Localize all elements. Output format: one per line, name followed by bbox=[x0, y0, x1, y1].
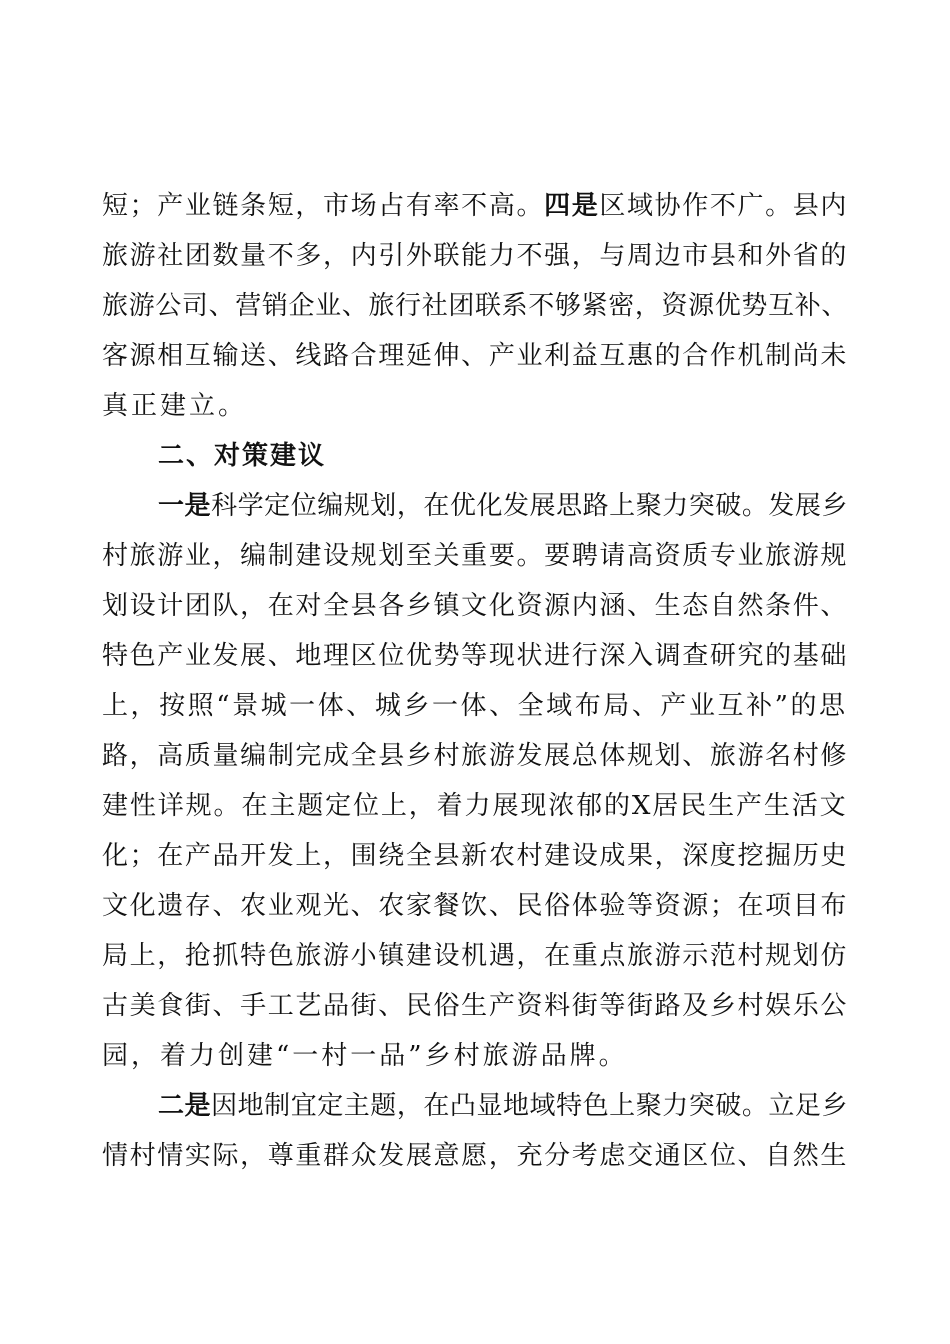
paragraph-line: 特色产业发展、地理区位优势等现状进行深入调查研究的基础 bbox=[102, 641, 849, 671]
paragraph-line bbox=[158, 1086, 848, 1126]
bold-lead: 四是 bbox=[544, 191, 600, 221]
text-run: 因地制宜定主题，在凸显地域特色上聚力突破。立足乡 bbox=[211, 1091, 849, 1121]
text-run: 科学定位编规划，在优化发展思路上聚力突破。发展乡 bbox=[211, 491, 849, 521]
text-run: 区域协作不广。县内 bbox=[599, 191, 849, 221]
paragraph-line: 情村情实际，尊重群众发展意愿，充分考虑交通区位、自然生 bbox=[102, 1141, 849, 1171]
paragraph-line: 村旅游业，编制建设规划至关重要。要聘请高资质专业旅游规 bbox=[102, 541, 849, 571]
paragraph-line: 古美食街、手工艺品街、民俗生产资料街等街路及乡村娱乐公 bbox=[102, 991, 849, 1021]
section-heading: 二、对策建议 bbox=[158, 441, 327, 471]
text-run: 短；产业链条短，市场占有率不高。 bbox=[102, 191, 545, 221]
paragraph-line bbox=[158, 486, 848, 526]
paragraph-line: 真正建立。 bbox=[102, 391, 248, 421]
paragraph-line: 上，按照“景城一体、城乡一体、全域布局、产业互补”的思 bbox=[102, 691, 848, 721]
paragraph-line: 旅游社团数量不多，内引外联能力不强，与周边市县和外省的 bbox=[102, 241, 849, 271]
paragraph-line: 局上，抢抓特色旅游小镇建设机遇，在重点旅游示范村规划仿 bbox=[102, 941, 849, 971]
paragraph-line: 文化遗存、农业观光、农家餐饮、民俗体验等资源；在项目布 bbox=[102, 891, 849, 921]
paragraph-line: 建性详规。在主题定位上，着力展现浓郁的X居民生产生活文 bbox=[102, 791, 848, 821]
paragraph-line: 划设计团队，在对全县各乡镇文化资源内涵、生态自然条件、 bbox=[102, 591, 849, 621]
paragraph-line: 路，高质量编制完成全县乡村旅游发展总体规划、旅游名村修 bbox=[102, 741, 849, 771]
paragraph-line: 化；在产品开发上，围绕全县新农村建设成果，深度挖掘历史 bbox=[102, 841, 849, 871]
paragraph-line: 园，着力创建“一村一品”乡村旅游品牌。 bbox=[102, 1041, 628, 1071]
bold-lead: 一是 bbox=[158, 491, 212, 521]
bold-lead: 二是 bbox=[158, 1091, 212, 1121]
paragraph-line: 旅游公司、营销企业、旅行社团联系不够紧密，资源优势互补、 bbox=[102, 291, 849, 321]
paragraph-line bbox=[102, 186, 848, 226]
paragraph-line: 客源相互输送、线路合理延伸、产业利益互惠的合作机制尚未 bbox=[102, 341, 849, 371]
